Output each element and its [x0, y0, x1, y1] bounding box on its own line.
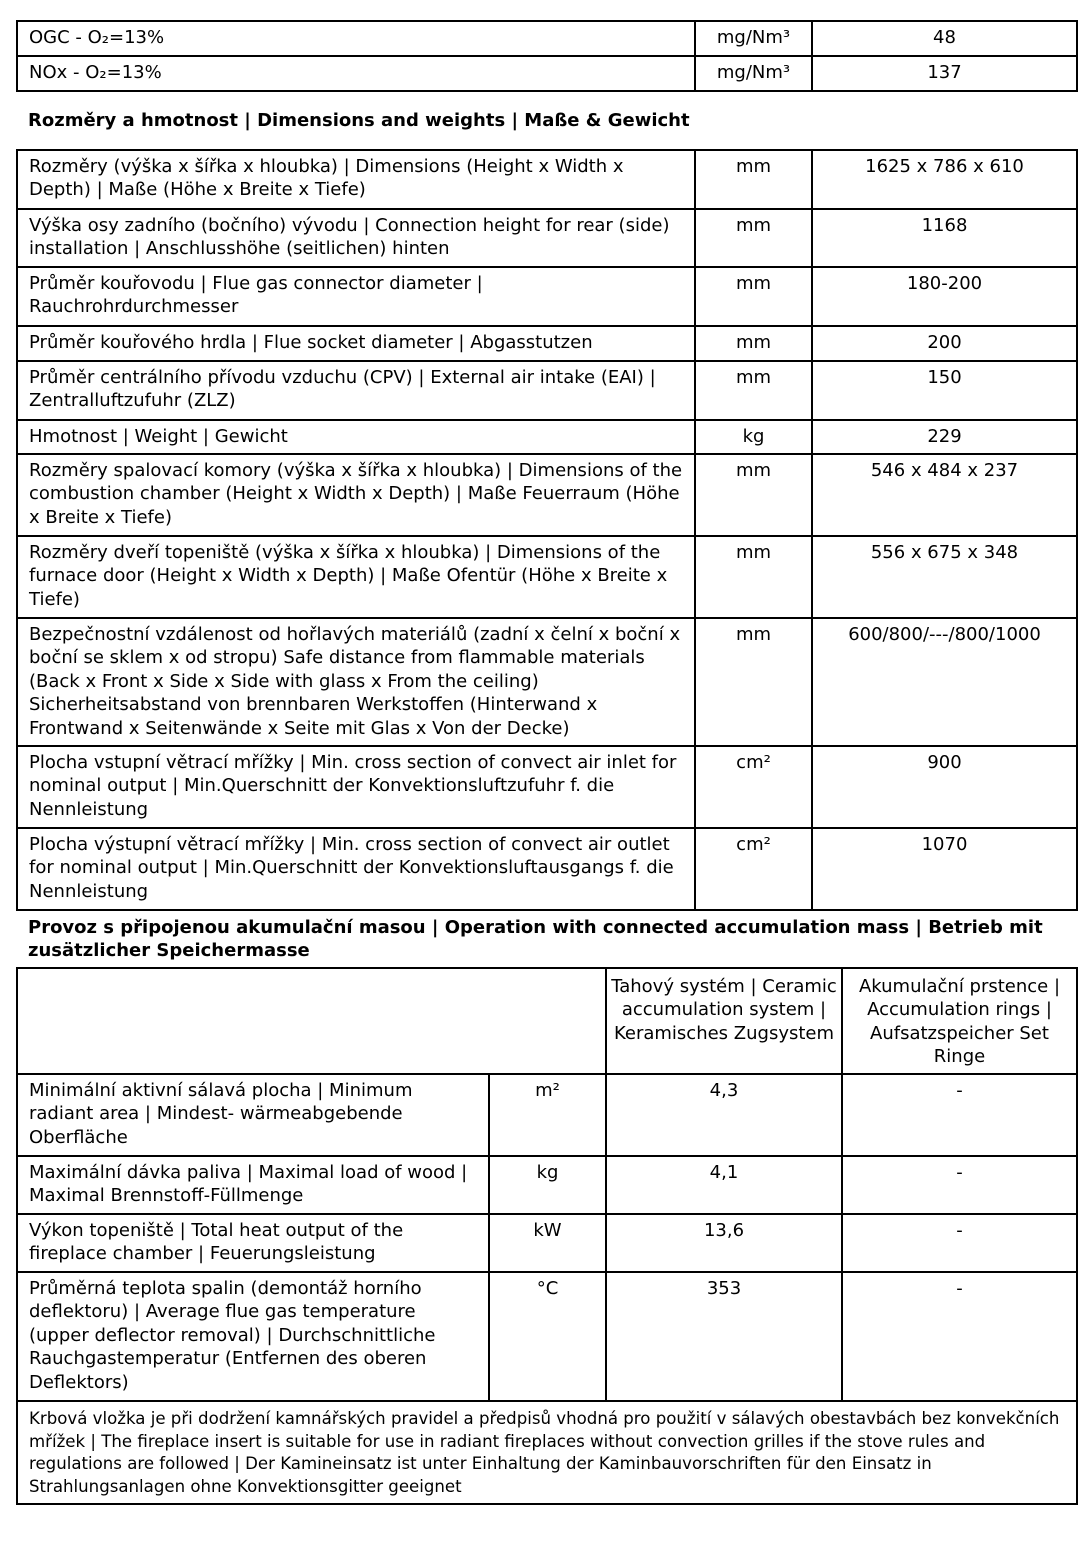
row-unit: kg: [695, 420, 812, 454]
dimensions-heading: Rozměry a hmotnost | Dimensions and weights | Maße & Gewicht: [28, 110, 690, 131]
row-ceramic-value: 4,3: [606, 1074, 842, 1156]
row-label: Výkon topeniště | Total heat output of the fireplace chamber | Feuerungsleistung: [17, 1214, 489, 1272]
row-unit: mm: [695, 209, 812, 267]
table-row: [17, 618, 1077, 746]
table-row: [17, 1156, 1077, 1214]
table-row: [17, 56, 1077, 91]
row-label: Hmotnost | Weight | Gewicht: [17, 420, 695, 454]
row-value: 180-200: [812, 267, 1077, 326]
row-label: Rozměry (výška x šířka x hloubka) | Dimensions (Height x Width x Depth) | Maße (Höhe x Breite x Tiefe): [17, 150, 695, 209]
table-header-row: [17, 968, 1077, 1074]
row-unit: mm: [695, 618, 812, 746]
table-row: [17, 828, 1077, 910]
row-label: Rozměry dveří topeniště (výška x šířka x hloubka) | Dimensions of the furnace door (Height x Width x Depth) | Maße Ofentür (Höhe x Breite x Tiefe): [17, 536, 695, 618]
row-unit: mm: [695, 267, 812, 326]
row-value: 150: [812, 361, 1077, 420]
row-value: 556 x 675 x 348: [812, 536, 1077, 618]
table-row: [17, 21, 1077, 56]
row-unit: mm: [695, 536, 812, 618]
row-label: Průměr kouřového hrdla | Flue socket diameter | Abgasstutzen: [17, 326, 695, 361]
row-unit: cm²: [695, 828, 812, 910]
row-label: NOx - O₂=13%: [17, 56, 695, 91]
row-value: 48: [812, 21, 1077, 56]
column-header-ceramic: Tahový systém | Ceramic accumulation system | Keramisches Zugsystem: [606, 968, 842, 1074]
row-label: Průměr kouřovodu | Flue gas connector diameter | Rauchrohrdurchmesser: [17, 267, 695, 326]
row-unit: mg/Nm³: [695, 56, 812, 91]
row-unit: mm: [695, 326, 812, 361]
row-unit: mm: [695, 150, 812, 209]
row-rings-value: -: [842, 1156, 1077, 1214]
dimensions-table: [16, 149, 1078, 911]
row-rings-value: -: [842, 1074, 1077, 1156]
table-row: [17, 746, 1077, 828]
accumulation-table: [16, 967, 1078, 1505]
row-ceramic-value: 353: [606, 1272, 842, 1401]
note-row: [17, 1401, 1077, 1504]
row-value: 600/800/---/800/1000: [812, 618, 1077, 746]
row-unit: °C: [489, 1272, 606, 1401]
column-header-rings: Akumulační prstence | Accumulation rings | Aufsatzspeicher Set Ringe: [842, 968, 1077, 1074]
row-ceramic-value: 4,1: [606, 1156, 842, 1214]
row-ceramic-value: 13,6: [606, 1214, 842, 1272]
table-row: [17, 361, 1077, 420]
row-rings-value: -: [842, 1214, 1077, 1272]
row-label: OGC - O₂=13%: [17, 21, 695, 56]
row-unit: kW: [489, 1214, 606, 1272]
row-unit: kg: [489, 1156, 606, 1214]
row-label: Průměr centrálního přívodu vzduchu (CPV) | External air intake (EAI) | Zentralluftzufuhr (ZLZ): [17, 361, 695, 420]
row-value: 200: [812, 326, 1077, 361]
row-label: Rozměry spalovací komory (výška x šířka x hloubka) | Dimensions of the combustion chamber (Height x Width x Depth) | Maße Feuerraum (Höhe x Breite x Tiefe): [17, 454, 695, 536]
emissions-table: [16, 20, 1078, 92]
row-label: Minimální aktivní sálavá plocha | Minimum radiant area | Mindest- wärmeabgebende Oberfläche: [17, 1074, 489, 1156]
table-row: [17, 1272, 1077, 1401]
row-unit: mm: [695, 454, 812, 536]
row-value: 900: [812, 746, 1077, 828]
row-unit: mg/Nm³: [695, 21, 812, 56]
row-value: 1070: [812, 828, 1077, 910]
accumulation-heading: Provoz s připojenou akumulační masou | Operation with connected accumulation mass | Betrieb mit zusätzlicher Speichermasse: [28, 917, 1043, 961]
row-label: Výška osy zadního (bočního) vývodu | Connection height for rear (side) installation | Anschlusshöhe (seitlichen) hinten: [17, 209, 695, 267]
row-unit: cm²: [695, 746, 812, 828]
note-text: Krbová vložka je při dodržení kamnářských pravidel a předpisů vhodná pro použití v sálavých obestavbách bez konvekčních mřížek | The fireplace insert is suitable for use in radiant fireplaces without convection grilles if the stove rules and regulations are followed | Der Kamineinsatz ist unter Einhaltung der Kaminbauvorschriften für den Einsatz in Strahlungsanlagen ohne Konvektionsgitter geeignet: [17, 1401, 1077, 1504]
row-label: Plocha výstupní větrací mřížky | Min. cross section of convect air outlet for nominal output | Min.Querschnitt der Konvektionsluftausgangs f. die Nennleistung: [17, 828, 695, 910]
table-row: [17, 267, 1077, 326]
table-row: [17, 1074, 1077, 1156]
row-label: Bezpečnostní vzdálenost od hořlavých materiálů (zadní x čelní x boční x boční se sklem x od stropu) Safe distance from flammable materials (Back x Front x Side x Side with glass x From the ceiling) Sicherheitsabstand von brennbaren Werkstoffen (Hinterwand x Frontwand x Seitenwände x Seite mit Glas x Von der Decke): [17, 618, 695, 746]
row-value: 1168: [812, 209, 1077, 267]
row-rings-value: -: [842, 1272, 1077, 1401]
table-row: [17, 536, 1077, 618]
header-empty-cell: [17, 968, 606, 1074]
row-label: Plocha vstupní větrací mřížky | Min. cross section of convect air inlet for nominal output | Min.Querschnitt der Konvektionsluftzufuhr f. die Nennleistung: [17, 746, 695, 828]
table-row: [17, 209, 1077, 267]
row-unit: mm: [695, 361, 812, 420]
table-row: [17, 150, 1077, 209]
row-value: 546 x 484 x 237: [812, 454, 1077, 536]
row-unit: m²: [489, 1074, 606, 1156]
table-row: [17, 326, 1077, 361]
table-row: [17, 420, 1077, 454]
table-row: [17, 1214, 1077, 1272]
row-label: Maximální dávka paliva | Maximal load of wood | Maximal Brennstoff-Füllmenge: [17, 1156, 489, 1214]
row-value: 1625 x 786 x 610: [812, 150, 1077, 209]
row-value: 229: [812, 420, 1077, 454]
row-value: 137: [812, 56, 1077, 91]
row-label: Průměrná teplota spalin (demontáž horního deflektoru) | Average flue gas temperature (upper deflector removal) | Durchschnittliche Rauchgastemperatur (Entfernen des oberen Deflektors): [17, 1272, 489, 1401]
table-row: [17, 454, 1077, 536]
